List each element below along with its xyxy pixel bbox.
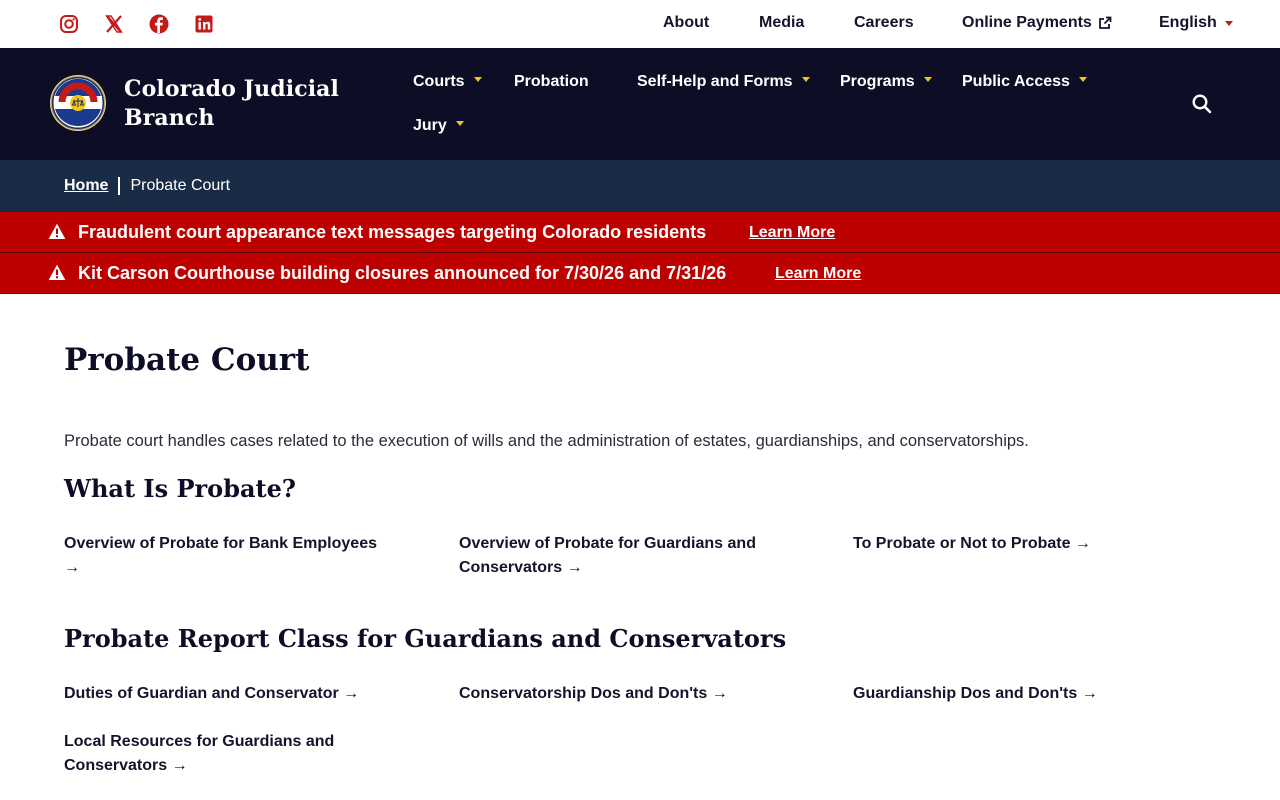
colorado-courts-seal-logo[interactable] (49, 74, 107, 132)
chevron-down-icon (802, 77, 810, 82)
online-payments-link[interactable] (962, 14, 1112, 32)
alert-learn-more-link[interactable]: Learn More (749, 224, 836, 241)
search-icon[interactable] (1191, 93, 1213, 115)
chevron-down-icon (1225, 21, 1233, 26)
warning-icon (48, 264, 66, 281)
nav-item-jury[interactable] (413, 117, 464, 135)
link-conservatorship-dos-donts[interactable]: Conservatorship Dos and Don'ts → (459, 685, 728, 702)
breadcrumb-home-link[interactable]: Home (64, 177, 109, 194)
link-guardianship-dos-donts[interactable]: Guardianship Dos and Don'ts → (853, 685, 1098, 702)
nav-item-public-access[interactable] (962, 73, 1087, 91)
media-link[interactable]: Media (759, 14, 805, 31)
nav-item-probation[interactable] (514, 73, 589, 91)
nav-item-label: Programs (840, 73, 915, 90)
social-links (58, 13, 238, 35)
breadcrumb (0, 160, 1280, 212)
breadcrumb-separator (118, 177, 120, 195)
alert-banner (0, 253, 1280, 294)
link-local-resources[interactable]: Local Resources for Guardians and Conservators → (64, 733, 335, 774)
section-heading: Probate Report Class for Guardians and Conservators (64, 624, 787, 653)
alert-learn-more-link[interactable]: Learn More (775, 265, 862, 282)
language-label: English (1159, 14, 1217, 31)
external-link-icon (1098, 16, 1112, 30)
chevron-down-icon (1079, 77, 1087, 82)
facebook-icon[interactable] (148, 13, 170, 35)
alert-message: Fraudulent court appearance text messages targeting Colorado residents (78, 222, 707, 242)
intro-text: Probate court handles cases related to the execution of wills and the administration of estates, guardianships, and conservatorships. (64, 432, 1029, 450)
link-overview-probate-bank-employees[interactable]: Overview of Probate for Bank Employees → (64, 535, 377, 576)
alert-banner (0, 212, 1280, 253)
careers-link[interactable]: Careers (854, 14, 914, 31)
chevron-down-icon (474, 77, 482, 82)
about-link[interactable]: About (663, 14, 710, 31)
x-twitter-icon[interactable] (103, 13, 125, 35)
linkedin-icon[interactable] (193, 13, 215, 35)
link-to-probate-or-not[interactable]: To Probate or Not to Probate → (853, 535, 1091, 552)
site-brand[interactable] (124, 75, 339, 133)
chevron-down-icon (456, 121, 464, 126)
language-select[interactable] (1159, 14, 1233, 32)
alert-message: Kit Carson Courthouse building closures announced for 7/30/26 and 7/31/26 (78, 263, 727, 283)
nav-item-courts[interactable] (413, 73, 482, 91)
brand-line-1: Colorado Judicial (124, 76, 339, 102)
section-heading: What Is Probate? (64, 474, 296, 503)
online-payments-label: Online Payments (962, 14, 1092, 31)
chevron-down-icon (924, 77, 932, 82)
nav-item-label: Probation (514, 73, 589, 90)
link-duties-guardian-conservator[interactable]: Duties of Guardian and Conservator → (64, 685, 360, 702)
page-title: Probate Court (64, 342, 310, 378)
instagram-icon[interactable] (58, 13, 80, 35)
nav-item-self-help-and-forms[interactable] (637, 73, 810, 91)
utility-bar (0, 0, 1280, 48)
link-overview-probate-guardians-conservators[interactable]: Overview of Probate for Guardians and Conservators → (459, 535, 756, 576)
nav-item-label: Jury (413, 117, 447, 134)
main-nav (0, 48, 1280, 160)
nav-item-label: Public Access (962, 73, 1070, 90)
brand-line-2: Branch (124, 105, 215, 131)
nav-item-programs[interactable] (840, 73, 932, 91)
breadcrumb-current: Probate Court (130, 177, 231, 194)
warning-icon (48, 223, 66, 240)
nav-item-label: Courts (413, 73, 465, 90)
nav-item-label: Self-Help and Forms (637, 73, 793, 90)
